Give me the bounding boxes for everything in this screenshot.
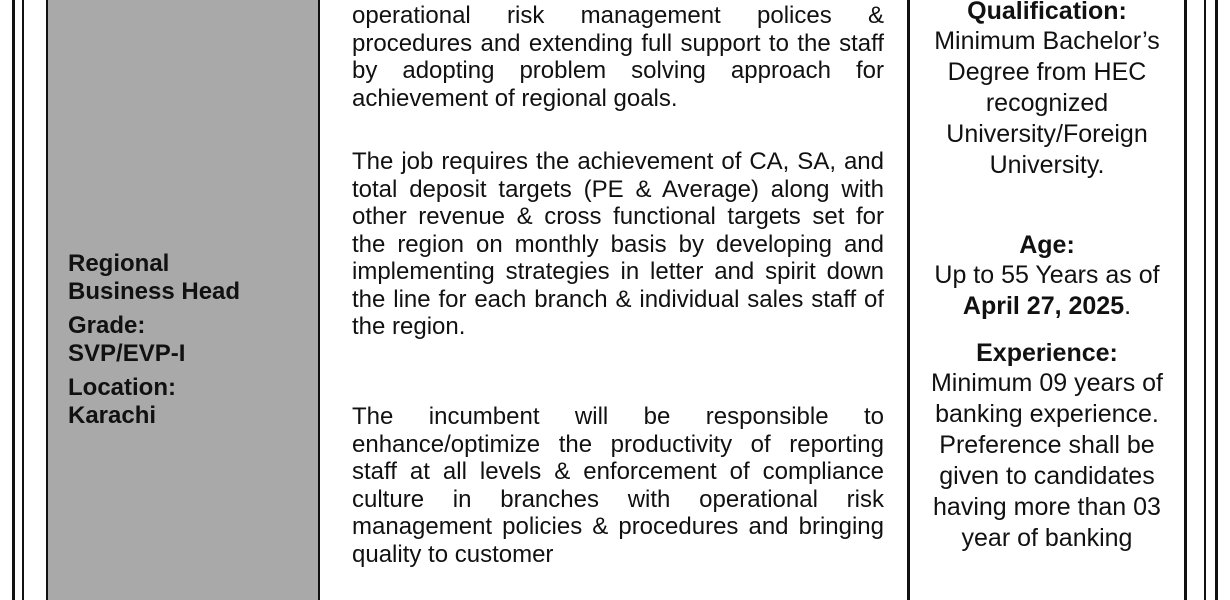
position-info <box>68 250 308 430</box>
experience-text: Minimum 09 years of banking experience. Preference shall be given to candidates having more than 03 year of banking <box>930 369 1164 552</box>
age-text-prefix: Up to 55 Years as of <box>934 261 1160 289</box>
age-date: April 27, 2025 <box>962 292 1125 320</box>
location-value: Karachi <box>68 402 157 429</box>
position-title-line2: Business Head <box>68 278 241 305</box>
qualification-section <box>910 0 1184 181</box>
inner-border-left <box>22 0 24 600</box>
description-paragraph-3: The incumbent will be responsible to enhance/optimize the productivity of reporting staff at all levels & enforcement of compliance culture in branches with operational risk management policies & procedures and bringing quality to customer <box>352 403 884 568</box>
experience-section <box>910 338 1184 554</box>
inner-border-right <box>1204 0 1206 600</box>
job-description-column <box>352 0 884 600</box>
outer-border-left <box>12 0 15 600</box>
requirements-column <box>907 0 1187 600</box>
age-text-suffix: . <box>1124 292 1132 320</box>
position-column <box>46 0 320 600</box>
qualification-heading: Qualification: <box>967 0 1127 25</box>
age-text <box>910 260 1184 322</box>
experience-heading: Experience: <box>976 339 1118 367</box>
position-title-line1: Regional <box>68 250 170 277</box>
outer-border-right <box>1215 0 1218 600</box>
description-paragraph-1: operational risk management polices & procedures and extending full support to the staff by adopting problem solving approach for achievement of regional goals. <box>352 2 884 112</box>
age-heading: Age: <box>1019 231 1075 259</box>
grade-label: Grade: <box>68 312 146 339</box>
grade-value: SVP/EVP-I <box>68 340 186 367</box>
age-section <box>910 230 1184 322</box>
description-paragraph-2: The job requires the achievement of CA, SA, and total deposit targets (PE & Average) along with other revenue & cross functional targets set for the region on monthly basis by developing and implementing strategies in letter and spirit down the line for each branch & individual sales staff of the region. <box>352 148 884 340</box>
location-label: Location: <box>68 374 176 401</box>
qualification-text: Minimum Bachelor’s Degree from HEC recognized University/Foreign University. <box>934 27 1160 179</box>
